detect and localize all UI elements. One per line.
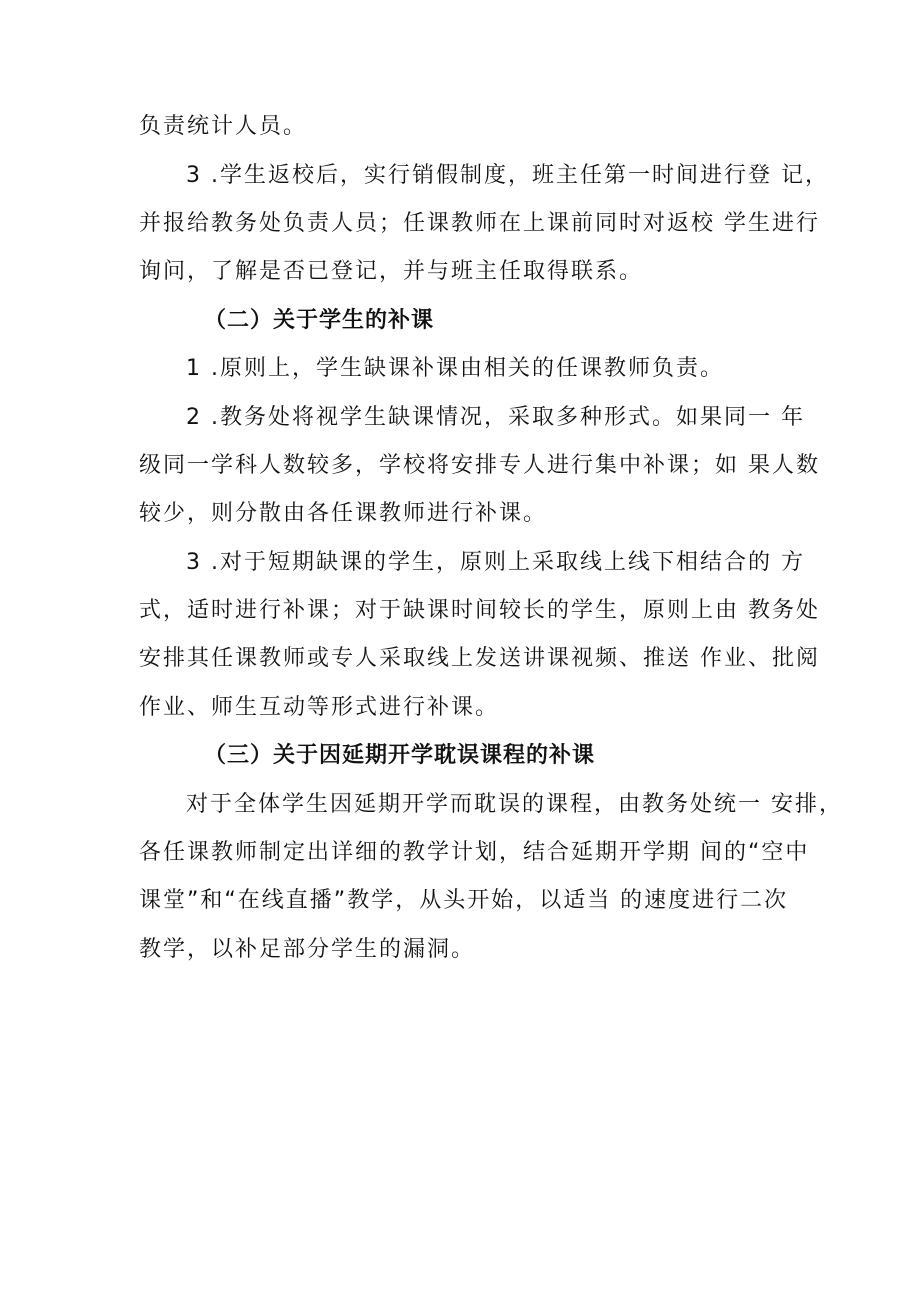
text-line: 3 .学生返校后，实行销假制度，班主任第一时间进行登 记，	[186, 163, 829, 188]
text-line: 并报给教务处负责人员；任课教师在上课前同时对返校 学生进行	[139, 211, 820, 236]
text-line: 安排其任课教师或专人采取线上发送讲课视频、推送 作业、批阅	[139, 646, 820, 671]
text-line: 级同一学科人数较多，学校将安排专人进行集中补课；如 果人数	[139, 453, 820, 478]
text-line: 课堂”和“在线直播”教学，从头开始，以适当 的速度进行二次	[139, 888, 789, 913]
text-line: 教学，以补足部分学生的漏洞。	[139, 937, 476, 962]
text-line: 各任课教师制定出详细的教学计划，结合延期开学期 间的“空中	[139, 840, 810, 865]
text-line: 作业、师生互动等形式进行补课。	[139, 695, 500, 720]
text-line: 式，适时进行补课；对于缺课时间较长的学生，原则上由 教务处	[139, 598, 820, 623]
text-line: 1 .原则上，学生缺课补课由相关的任课教师负责。	[186, 356, 724, 381]
section-heading: （三）关于因延期开学耽误课程的补课	[204, 743, 596, 768]
text-line: 2 .教务处将视学生缺课情况，采取多种形式。如果同一 年	[186, 405, 805, 430]
text-line: 询问，了解是否已登记，并与班主任取得联系。	[139, 259, 644, 284]
text-line: 较少，则分散由各任课教师进行补课。	[139, 501, 548, 526]
text-line: 对于全体学生因延期开学而耽误的课程，由教务处统一 安排，	[186, 792, 843, 817]
text-line: 负责统计人员。	[139, 114, 308, 139]
section-heading: （二）关于学生的补课	[204, 308, 435, 333]
text-line: 3 .对于短期缺课的学生，原则上采取线上线下相结合的 方	[186, 550, 805, 575]
